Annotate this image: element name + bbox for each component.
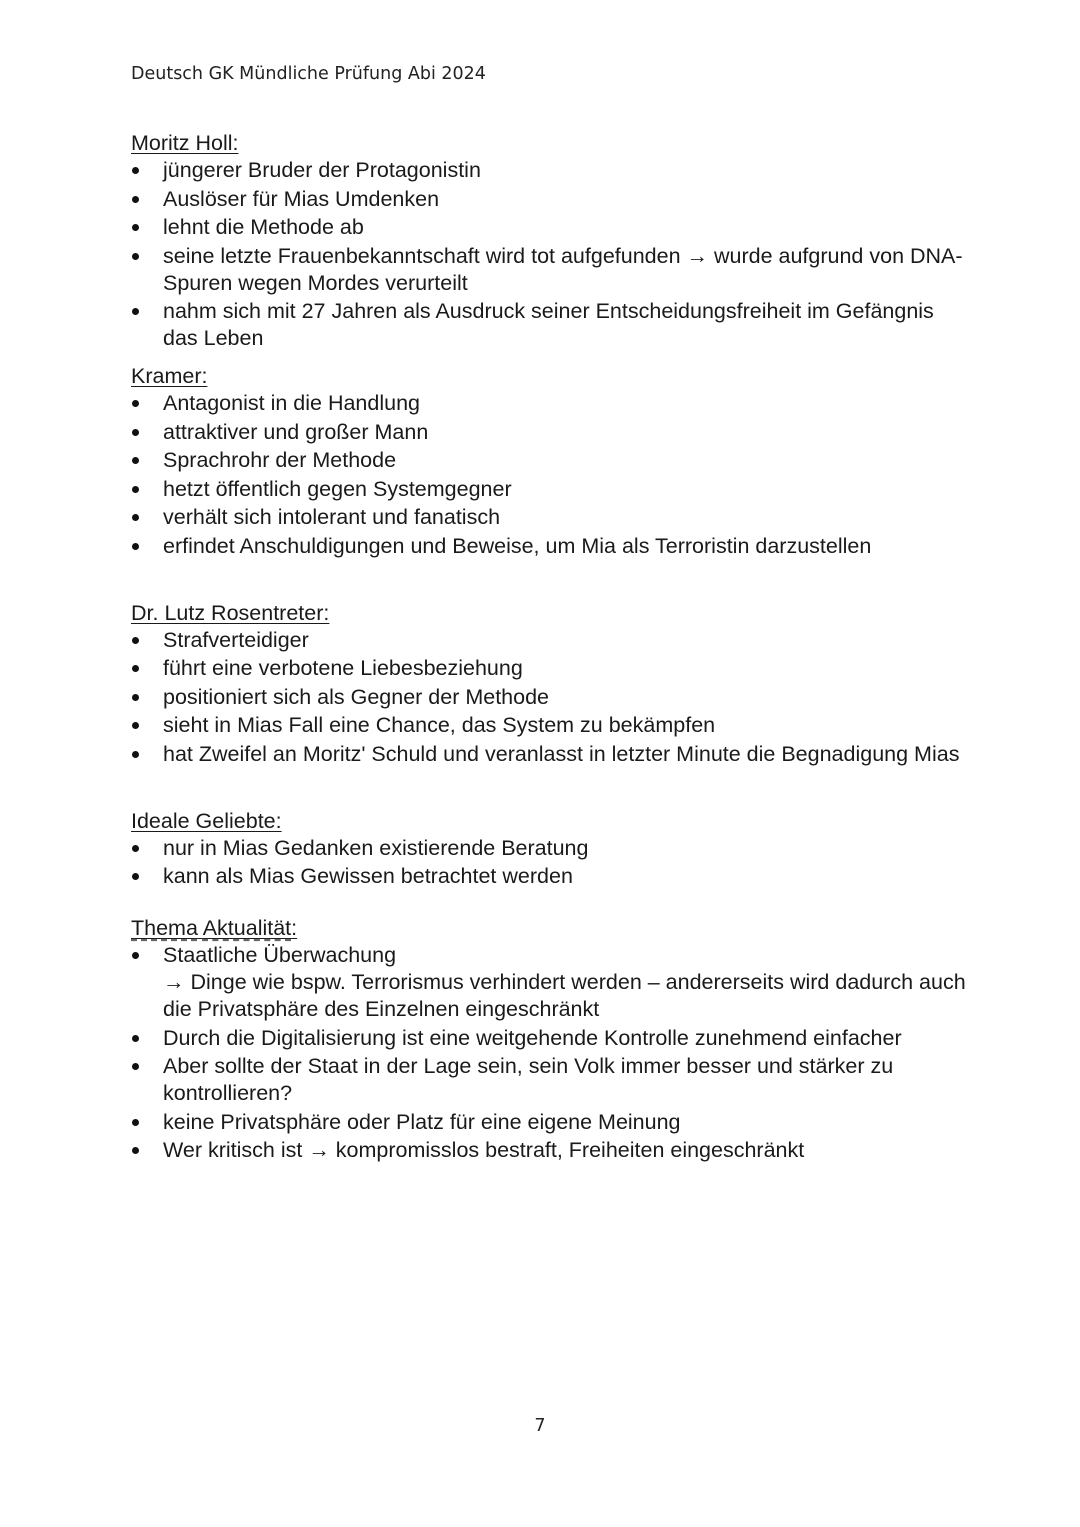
section-kramer [131,363,971,560]
page-number: 7 [534,1416,546,1436]
list-item: verhält sich intolerant und fanatisch [131,504,971,531]
list-item: Antagonist in die Handlung [131,390,971,417]
list-item: attraktiver und großer Mann [131,419,971,446]
list-item: jüngerer Bruder der Protagonistin [131,157,971,184]
list-item: Wer kritisch ist → kompromisslos bestraft, Freiheiten eingeschränkt [131,1137,971,1164]
title-colon: : [291,916,298,940]
section-ideale-geliebte [131,808,971,891]
list-item [131,942,971,1023]
section-title: Kramer: [131,364,208,388]
list-item: lehnt die Methode ab [131,214,971,241]
bullet-list [131,390,971,560]
section-title: Ideale Geliebte: [131,808,282,833]
list-item: Strafverteidiger [131,627,971,654]
list-item: hat Zweifel an Moritz' Schuld und veranlasst in letzter Minute die Begnadigung Mias [131,741,971,768]
section-title [131,915,971,942]
bullet-list [131,942,971,1164]
bullet-list [131,835,971,891]
list-item: positioniert sich als Gegner der Methode [131,684,971,711]
section-thema-aktualitaet [131,915,971,1164]
bullet-list [131,627,971,768]
list-item: keine Privatsphäre oder Platz für eine eigene Meinung [131,1109,971,1136]
section-moritz-holl [131,130,971,352]
list-item-subline: → Dinge wie bspw. Terrorismus verhindert werden – andererseits wird dadurch auch die Privatsphäre des Einzelnen eingeschränkt [163,970,966,1021]
list-item-text: Staatliche Überwachung [163,943,397,967]
list-item: Aber sollte der Staat in der Lage sein, sein Volk immer besser und stärker zu kontrollieren? [131,1053,971,1107]
section-title: Dr. Lutz Rosentreter: [131,600,330,625]
section-title: Moritz Holl: [131,131,239,155]
page-content [131,130,971,1166]
list-item: seine letzte Frauenbekanntschaft wird tot aufgefunden → wurde aufgrund von DNA-Spuren wegen Mordes verurteilt [131,243,971,297]
page-header: Deutsch GK Mündliche Prüfung Abi 2024 [131,64,486,84]
list-item: Durch die Digitalisierung ist eine weitgehende Kontrolle zunehmend einfacher [131,1025,971,1052]
list-item: sieht in Mias Fall eine Chance, das System zu bekämpfen [131,712,971,739]
title-word-thema: Thema [131,916,198,940]
list-item: hetzt öffentlich gegen Systemgegner [131,476,971,503]
list-item: nahm sich mit 27 Jahren als Ausdruck seiner Entscheidungsfreiheit im Gefängnis das Leben [131,298,971,352]
bullet-list [131,157,971,352]
list-item: Auslöser für Mias Umdenken [131,186,971,213]
list-item: nur in Mias Gedanken existierende Beratung [131,835,971,862]
title-word-aktualitaet: Aktualität [202,916,292,940]
section-rosentreter [131,600,971,768]
list-item: erfindet Anschuldigungen und Beweise, um Mia als Terroristin darzustellen [131,533,971,560]
list-item: Sprachrohr der Methode [131,447,971,474]
list-item: führt eine verbotene Liebesbeziehung [131,655,971,682]
list-item: kann als Mias Gewissen betrachtet werden [131,863,971,890]
